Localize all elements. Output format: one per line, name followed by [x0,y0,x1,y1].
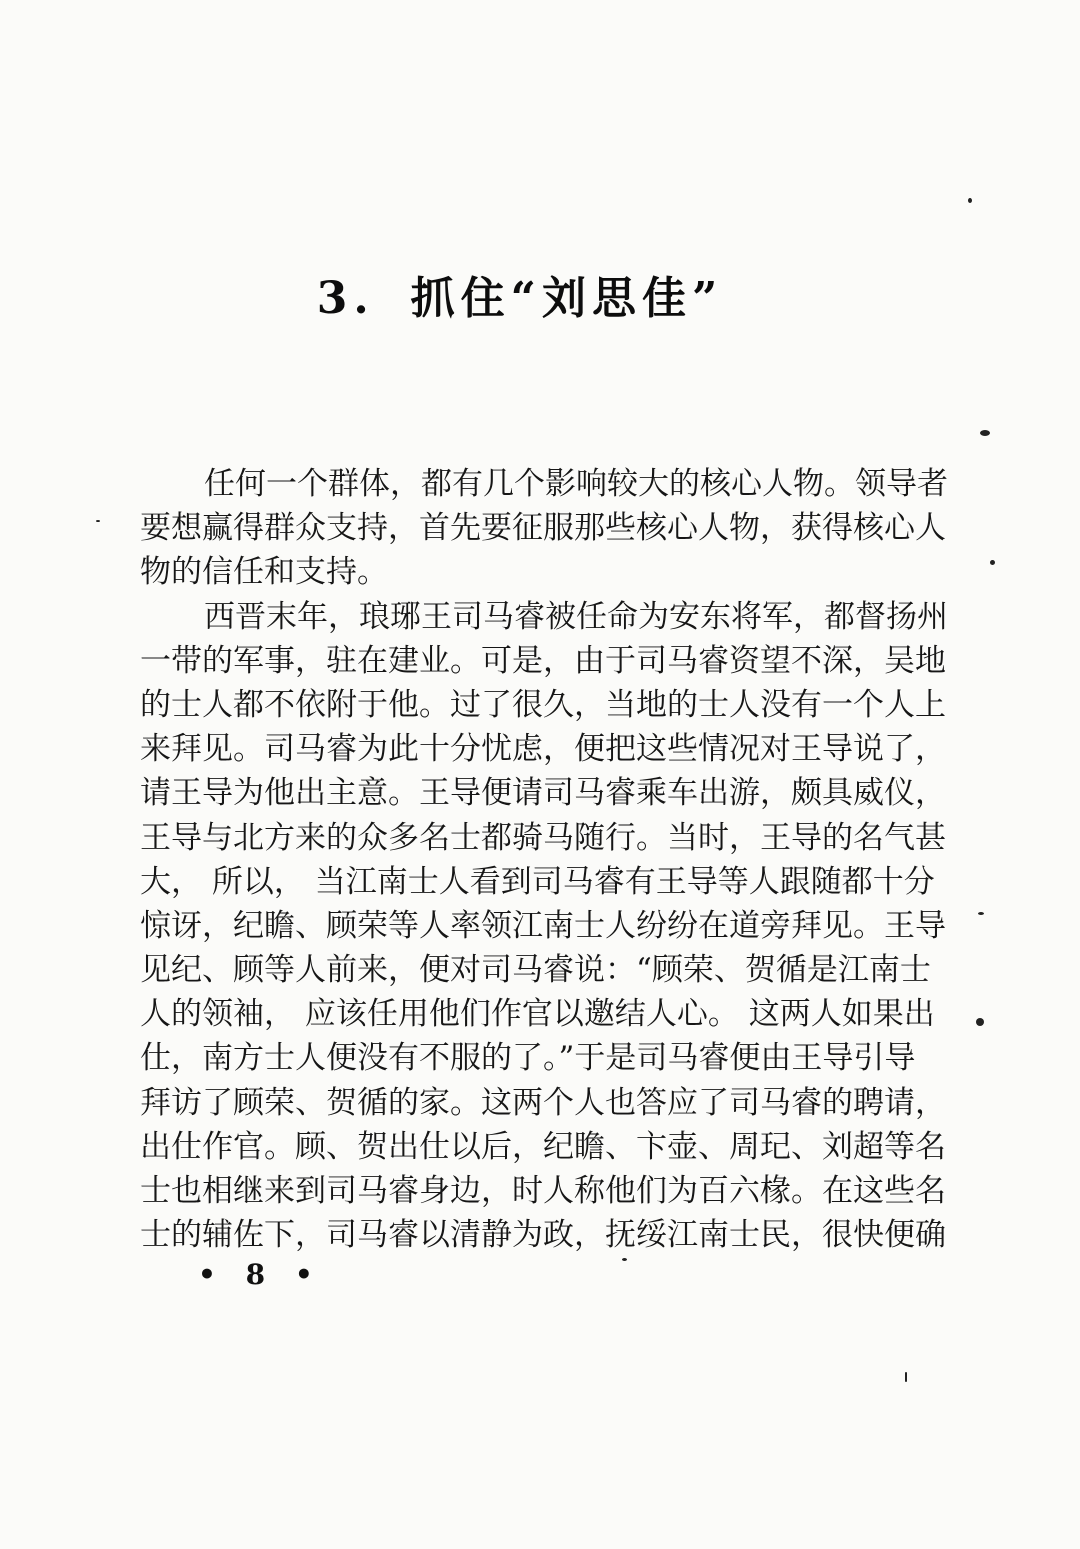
scan-speck [976,1018,984,1026]
text-line: 士的辅佐下，司马睿以清静为政，抚绥江南士民，很快便确 [140,1217,946,1254]
page-number: • 8 • [198,1258,323,1291]
body-text [140,462,948,1257]
text-line: 王导与北方来的众多名士都骑马随行。当时，王导的名气甚 [140,819,946,856]
scan-speck [978,912,984,915]
text-line: 仕，南方士人便没有不服的了。”于是司马睿便由王导引导 [140,1040,916,1077]
text-line: 惊讶，纪瞻、顾荣等人率领江南士人纷纷在道旁拜见。王导 [140,907,946,944]
text-line: 物的信任和支持。 [140,554,388,591]
text-line: 拜访了顾荣、贺循的家。这两个人也答应了司马睿的聘请， [140,1084,946,1121]
text-line: 士也相继来到司马睿身边，时人称他们为百六椽。在这些名 [140,1173,946,1209]
scan-speck [96,520,100,522]
chapter-title [0,262,1040,326]
text-line: 的士人都不依附于他。过了很久，当地的士人没有一个人上 [140,686,946,723]
chapter-title-text: 抓住“刘思佳” [410,273,724,324]
scan-speck [905,1372,907,1382]
text-line: 要想赢得群众支持，首先要征服那些核心人物，获得核心人 [140,510,946,547]
chapter-number: 3. [316,273,375,324]
text-line: 大， 所以， 当江南士人看到司马睿有王导等人跟随都十分 [140,863,935,900]
text-line: 一带的军事，驻在建业。可是，由于司马睿资望不深，吴地 [140,642,946,679]
scan-speck [622,1258,627,1261]
text-line: 西晋末年，琅琊王司马睿被任命为安东将军，都督扬州 [204,598,948,635]
text-line: 见纪、顾等人前来，便对司马睿说：“顾荣、贺循是江南士 [140,952,931,989]
scan-speck [968,198,972,203]
text-line: 来拜见。司马睿为此十分忧虑，便把这些情况对王导说了， [140,731,946,768]
text-line: 人的领袖， 应该任用他们作官以邀结人心。 这两人如果出 [140,996,935,1033]
text-line: 任何一个群体，都有几个影响较大的核心人物。领导者 [204,466,948,502]
scan-speck [990,560,995,565]
scan-speck [980,430,990,436]
text-line: 请王导为他出主意。王导便请司马睿乘车出游，颇具威仪， [140,775,946,812]
text-line: 出仕作官。顾、贺出仕以后，纪瞻、卞壶、周玘、刘超等名 [140,1128,946,1165]
